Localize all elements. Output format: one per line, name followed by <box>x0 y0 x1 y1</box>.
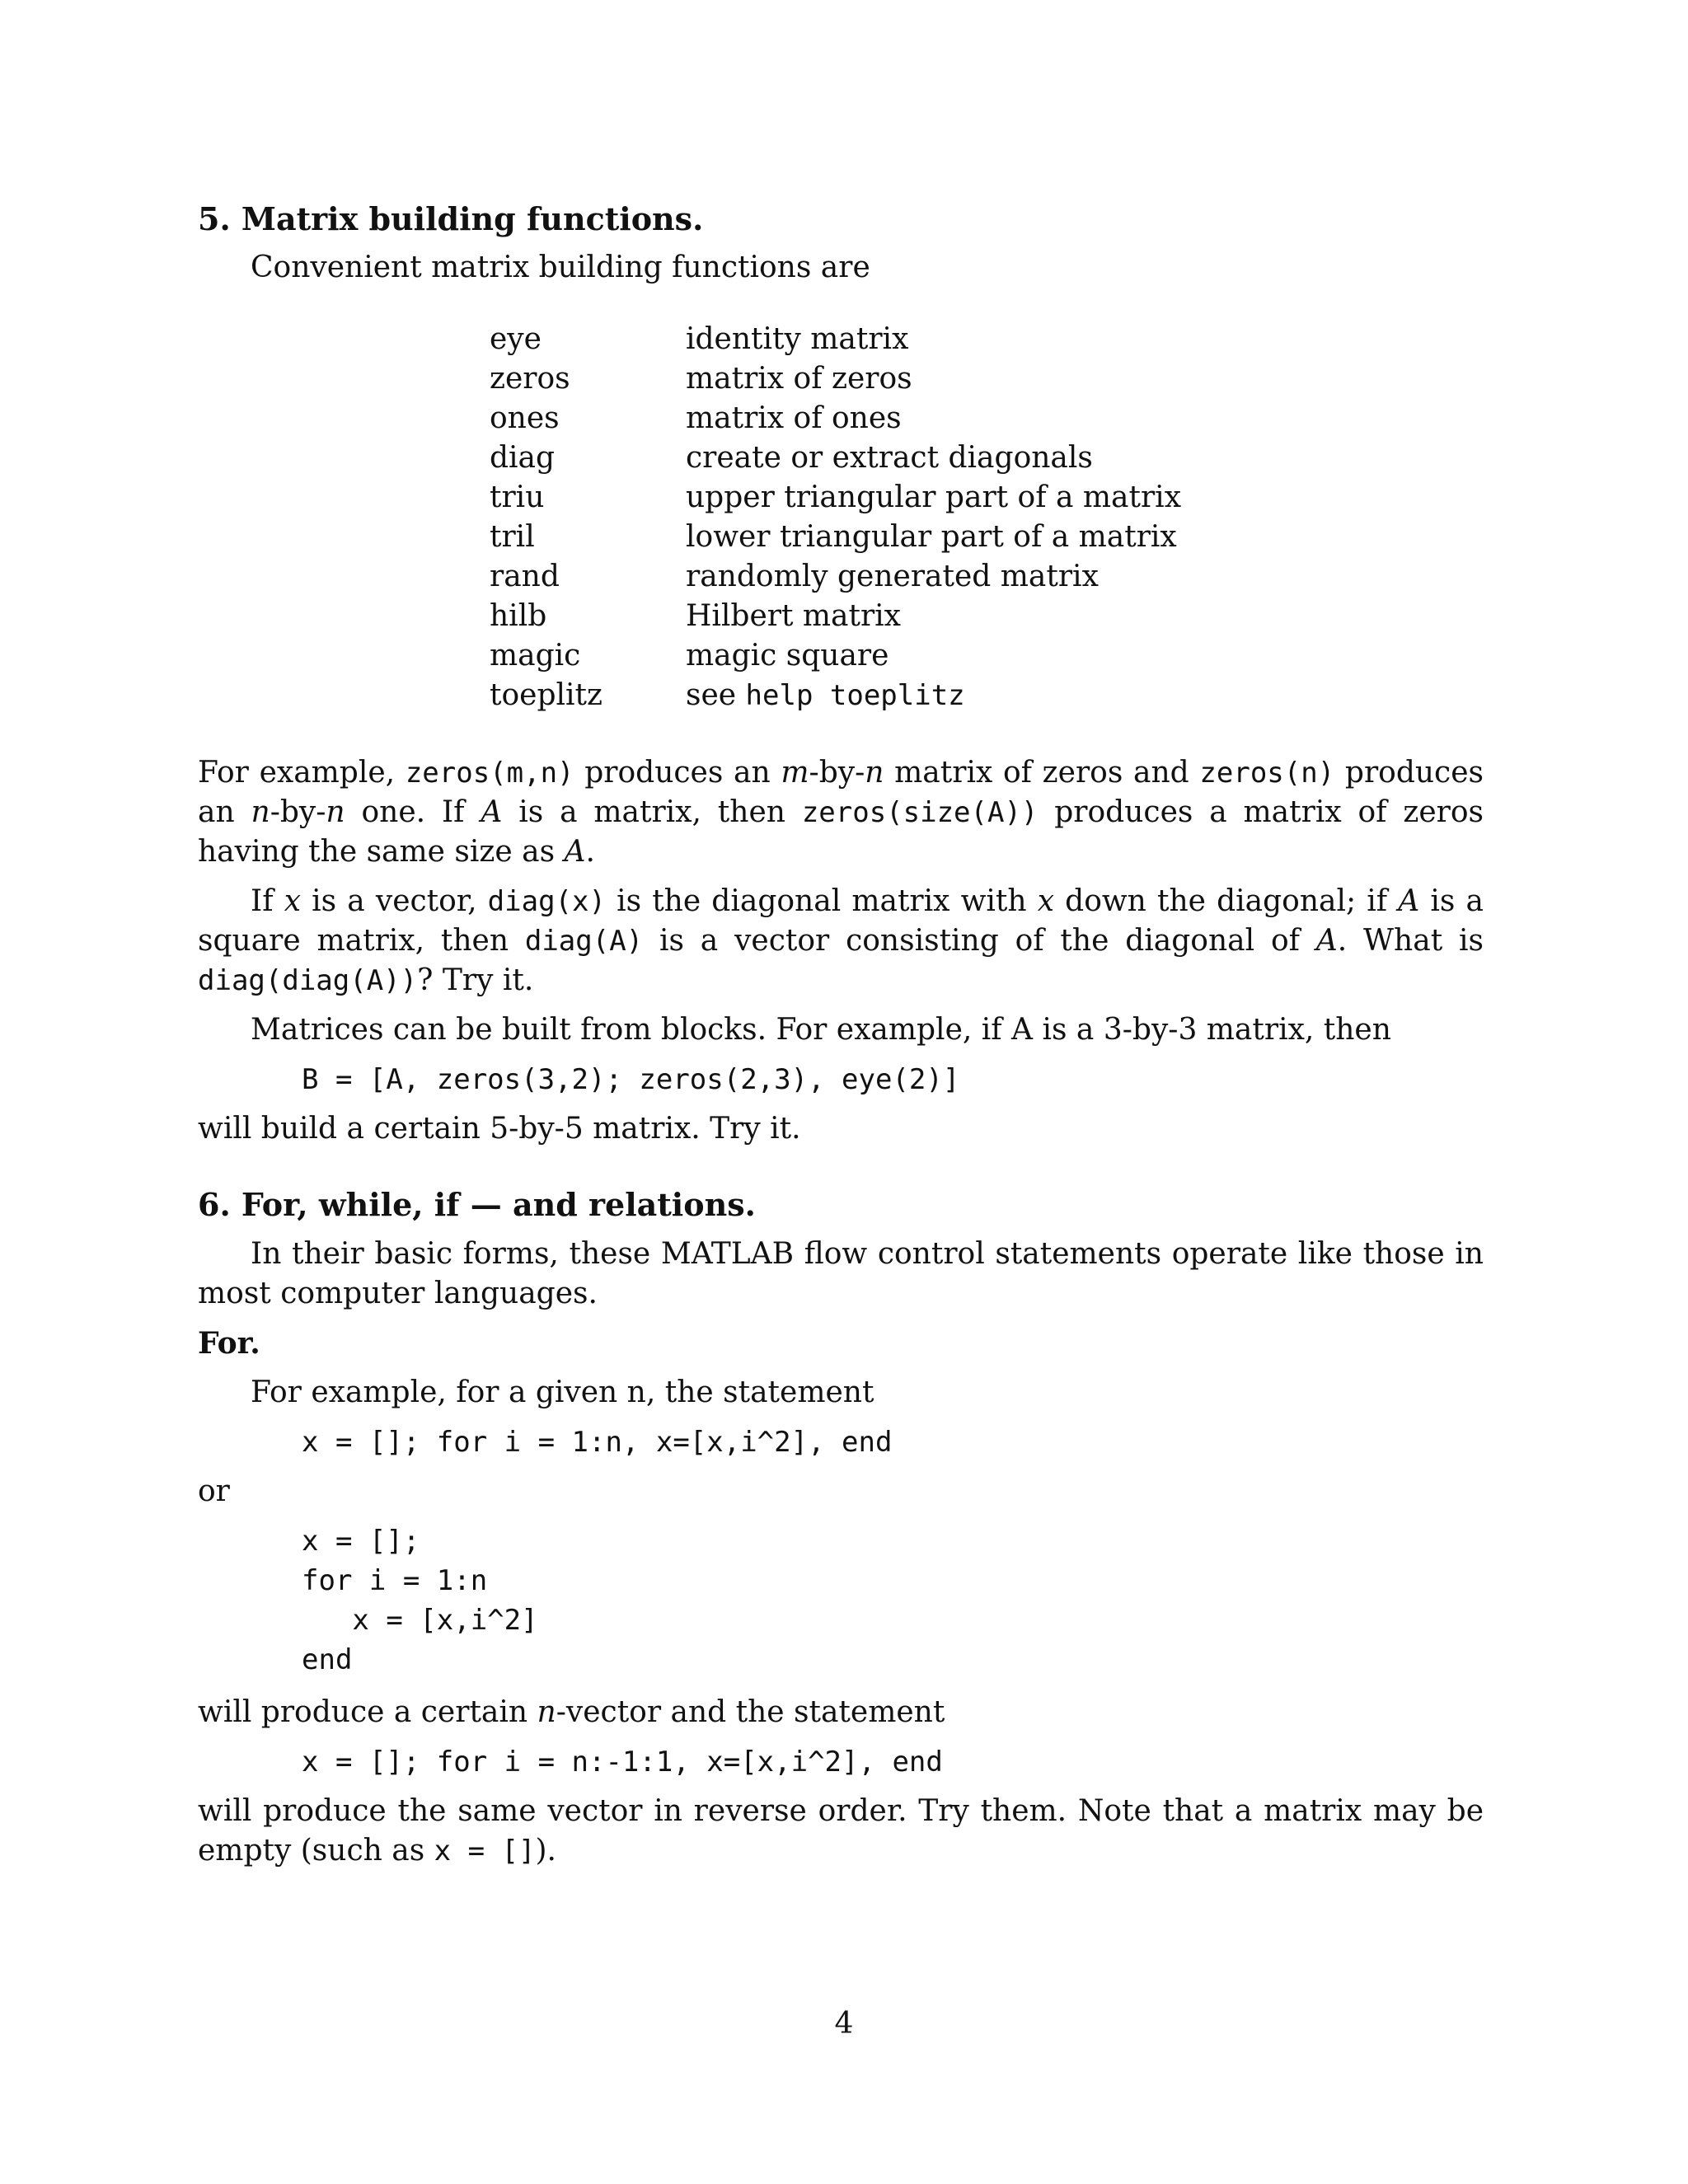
paragraph-zeros <box>198 753 1484 872</box>
function-name: rand <box>490 560 560 593</box>
function-name: zeros <box>490 362 570 396</box>
text: . <box>585 835 595 869</box>
description-code: help toeplitz <box>745 679 965 712</box>
text: is a matrix, then <box>502 795 802 829</box>
math-var: n <box>251 795 270 829</box>
code-inline: x = [] <box>434 1835 536 1868</box>
subheading-for <box>198 1324 1484 1363</box>
function-name: ones <box>490 401 560 435</box>
function-name: hilb <box>490 599 547 633</box>
function-description: matrix of ones <box>686 401 902 435</box>
intro-text: Convenient matrix building functions are <box>251 251 870 284</box>
math-var: n <box>865 756 884 790</box>
function-row <box>490 676 1181 715</box>
text: will produce the same vector in reverse order. Try them. Note that a matrix may be empty (such as <box>198 1794 1484 1868</box>
code-text: B = [A, zeros(3,2); zeros(2,3), eye(2)] <box>302 1063 960 1096</box>
text: is the diagonal matrix with <box>605 884 1038 918</box>
text: -by- <box>270 795 326 829</box>
section-6-heading <box>198 1185 1484 1225</box>
or-text <box>198 1472 1484 1511</box>
function-row <box>490 438 1181 478</box>
text: matrix of zeros and <box>884 756 1200 790</box>
math-var: A <box>1315 924 1338 958</box>
function-description: matrix of zeros <box>686 362 912 396</box>
function-row <box>490 478 1181 518</box>
code-block-2 <box>302 1521 1587 1680</box>
paragraph-reverse <box>198 1792 1484 1871</box>
function-name: eye <box>490 322 542 356</box>
text: down the diagonal; if <box>1054 884 1399 918</box>
text: one. If <box>345 795 481 829</box>
code-block-b <box>302 1060 1587 1099</box>
function-description: magic square <box>686 639 889 673</box>
function-row <box>490 597 1181 636</box>
text: . What is <box>1337 924 1484 958</box>
function-table-body <box>490 320 1181 715</box>
function-name: magic <box>490 639 581 673</box>
function-description: lower triangular part of a matrix <box>686 520 1177 554</box>
paragraph-text <box>198 882 1484 1001</box>
paragraph-n-vector <box>198 1693 1484 1732</box>
code-inline: zeros(n) <box>1199 757 1335 790</box>
function-row <box>490 399 1181 438</box>
math-var: A <box>564 835 586 869</box>
code-inline: diag(diag(A)) <box>198 964 418 997</box>
code-inline: diag(A) <box>524 925 644 958</box>
math-var: A <box>1398 884 1420 918</box>
text: For example, <box>198 756 406 790</box>
text: will produce a certain <box>198 1695 537 1729</box>
math-var: x <box>1037 884 1055 918</box>
function-description: identity matrix <box>686 322 909 356</box>
code-inline: zeros(size(A)) <box>801 796 1039 829</box>
code-text: x = []; for i = 1:n, x=[x,i^2], end <box>302 1426 893 1459</box>
math-var: A <box>481 795 503 829</box>
function-table <box>490 320 1181 715</box>
function-row <box>490 636 1181 676</box>
code-inline: zeros(m,n) <box>405 757 574 790</box>
paragraph-blocks <box>198 1010 1484 1050</box>
function-description: randomly generated matrix <box>686 560 1099 593</box>
text: is a square matrix, then <box>198 884 1484 958</box>
text: -by- <box>809 756 865 790</box>
code-text: x = []; for i = 1:n x = [x,i^2] end <box>302 1525 538 1676</box>
heading-text: 5. Matrix building functions. <box>198 200 704 237</box>
text: -vector and the statement <box>556 1695 945 1729</box>
paragraph-text <box>198 1792 1484 1871</box>
math-var: x <box>284 884 301 918</box>
code-inline: diag(x) <box>487 885 606 918</box>
subheading-text: For. <box>198 1326 260 1361</box>
text: produces an <box>198 756 1484 829</box>
paragraph-diag <box>198 882 1484 1001</box>
text: ? Try it. <box>417 963 534 997</box>
text: ). <box>535 1834 556 1868</box>
heading-text: 6. For, while, if — and relations. <box>198 1186 756 1223</box>
paragraph-text: For example, for a given n, the statement <box>251 1376 874 1409</box>
code-block-1 <box>302 1422 1587 1462</box>
function-row <box>490 518 1181 557</box>
function-description: Hilbert matrix <box>686 599 901 633</box>
function-name: diag <box>490 441 556 475</box>
page-number: 4 <box>834 2007 854 2041</box>
description-prefix: see <box>686 678 746 712</box>
section-6-intro <box>198 1235 1484 1314</box>
text: is a vector, <box>301 884 488 918</box>
math-var: m <box>781 756 809 790</box>
function-description <box>686 676 1181 715</box>
paragraph-text <box>198 1693 1484 1732</box>
code-block-3 <box>302 1742 1587 1782</box>
paragraph-text: will build a certain 5-by-5 matrix. Try it. <box>198 1112 801 1146</box>
paragraph-build <box>198 1109 1484 1149</box>
paragraph-text: Matrices can be built from blocks. For example, if A is a 3-by-3 matrix, then <box>251 1013 1391 1047</box>
math-var: n <box>326 795 345 829</box>
function-description: upper triangular part of a matrix <box>686 480 1181 514</box>
text: If <box>251 884 284 918</box>
math-var: n <box>537 1695 556 1729</box>
text: produces an <box>574 756 781 790</box>
paragraph-text: or <box>198 1474 230 1508</box>
paragraph-for-example <box>198 1373 1484 1413</box>
function-name: triu <box>490 480 545 514</box>
paragraph-text: In their basic forms, these MATLAB flow control statements operate like those in most computer languages. <box>198 1237 1484 1310</box>
code-text: x = []; for i = n:-1:1, x=[x,i^2], end <box>302 1746 943 1779</box>
section-5-heading <box>198 199 1484 239</box>
function-name: toeplitz <box>490 678 603 712</box>
text: produces a matrix of zeros having the same size as <box>198 795 1484 869</box>
function-description: create or extract diagonals <box>686 441 1093 475</box>
function-row <box>490 359 1181 399</box>
section-5-intro <box>198 248 1484 288</box>
paragraph-text <box>198 753 1484 872</box>
function-name: tril <box>490 520 535 554</box>
text: is a vector consisting of the diagonal of <box>643 924 1316 958</box>
function-row <box>490 320 1181 359</box>
function-row <box>490 557 1181 597</box>
